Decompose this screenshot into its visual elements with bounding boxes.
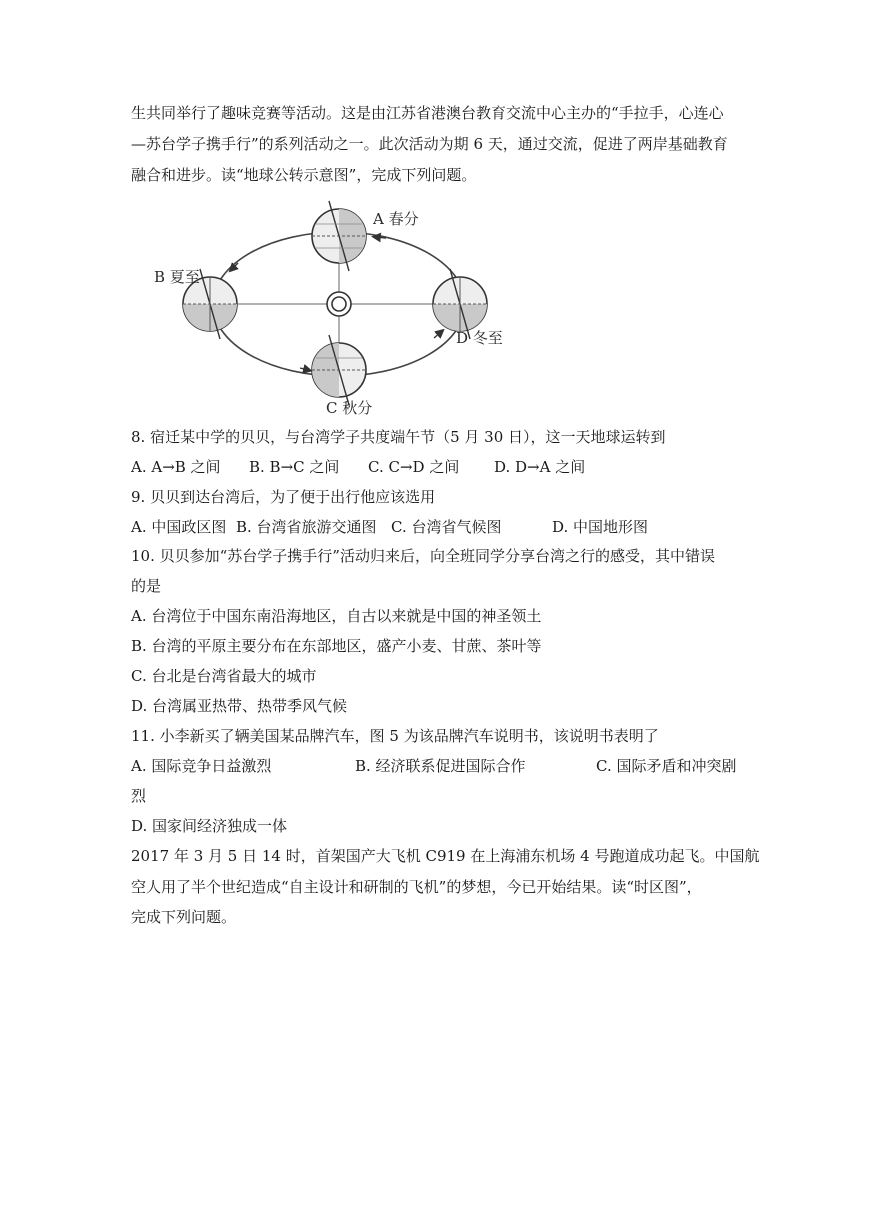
outro-line-3: 完成下列问题。 [131,908,237,926]
earth-c-icon [312,335,366,405]
q8-option-a: A. A→B 之间 [131,458,221,476]
intro-line-1: 生共同举行了趣味竞赛等活动。这是由江苏省港澳台教育交流中心主办的“手拉手，心连心 [131,104,724,122]
earth-revolution-diagram [140,196,530,418]
q10-stem-line-2: 的是 [131,577,162,595]
q10-option-c: C. 台北是台湾省最大的城市 [131,667,317,685]
q9-option-b: B. 台湾省旅游交通图 [236,518,377,536]
q10-stem-line-1: 10. 贝贝参加“苏台学子携手行”活动归来后，向全班同学分享台湾之行的感受，其中错误 [131,547,715,565]
label-a-spring-equinox: A 春分 [373,210,419,228]
q10-option-d: D. 台湾属亚热带、热带季风气候 [131,697,348,715]
q9-stem: 9. 贝贝到达台湾后，为了便于出行他应该选用 [131,488,436,506]
q11-stem: 11. 小李新买了辆美国某品牌汽车，图 5 为该品牌汽车说明书，该说明书表明了 [131,727,659,745]
label-c-autumn-equinox: C 秋分 [326,399,373,417]
q9-option-a: A. 中国政区图 [131,518,227,536]
outro-line-1: 2017 年 3 月 5 日 14 时，首架国产大飞机 C919 在上海浦东机场 4 号跑道成功起飞。中国航 [131,847,760,865]
q9-option-d: D. 中国地形图 [552,518,649,536]
label-d-winter-solstice: D 冬至 [456,329,503,347]
intro-line-2: —苏台学子携手行”的系列活动之一。此次活动为期 6 天，通过交流，促进了两岸基础教育 [131,135,728,153]
q11-option-d: D. 国家间经济独成一体 [131,817,288,835]
sun-icon [327,292,351,316]
q8-option-b: B. B→C 之间 [249,458,340,476]
q11-option-c-continued: 烈 [131,787,147,805]
outro-line-2: 空人用了半个世纪造成“自主设计和研制的飞机”的梦想，今已开始结果。读“时区图”， [131,878,702,896]
intro-line-3: 融合和进步。读“地球公转示意图”，完成下列问题。 [131,166,477,184]
q8-option-d: D. D→A 之间 [494,458,586,476]
q10-option-b: B. 台湾的平原主要分布在东部地区，盛产小麦、甘蔗、茶叶等 [131,637,542,655]
q11-option-b: B. 经济联系促进国际合作 [355,757,526,775]
q8-option-c: C. C→D 之间 [368,458,460,476]
q8-stem: 8. 宿迁某中学的贝贝，与台湾学子共度端午节（5 月 30 日），这一天地球运转到 [131,428,666,446]
q11-option-c: C. 国际矛盾和冲突剧 [596,757,737,775]
q9-option-c: C. 台湾省气候图 [391,518,502,536]
q11-option-a: A. 国际竞争日益激烈 [131,757,272,775]
label-b-summer-solstice: B 夏至 [154,268,200,286]
q10-option-a: A. 台湾位于中国东南沿海地区，自古以来就是中国的神圣领土 [131,607,542,625]
earth-a-icon [312,201,366,271]
